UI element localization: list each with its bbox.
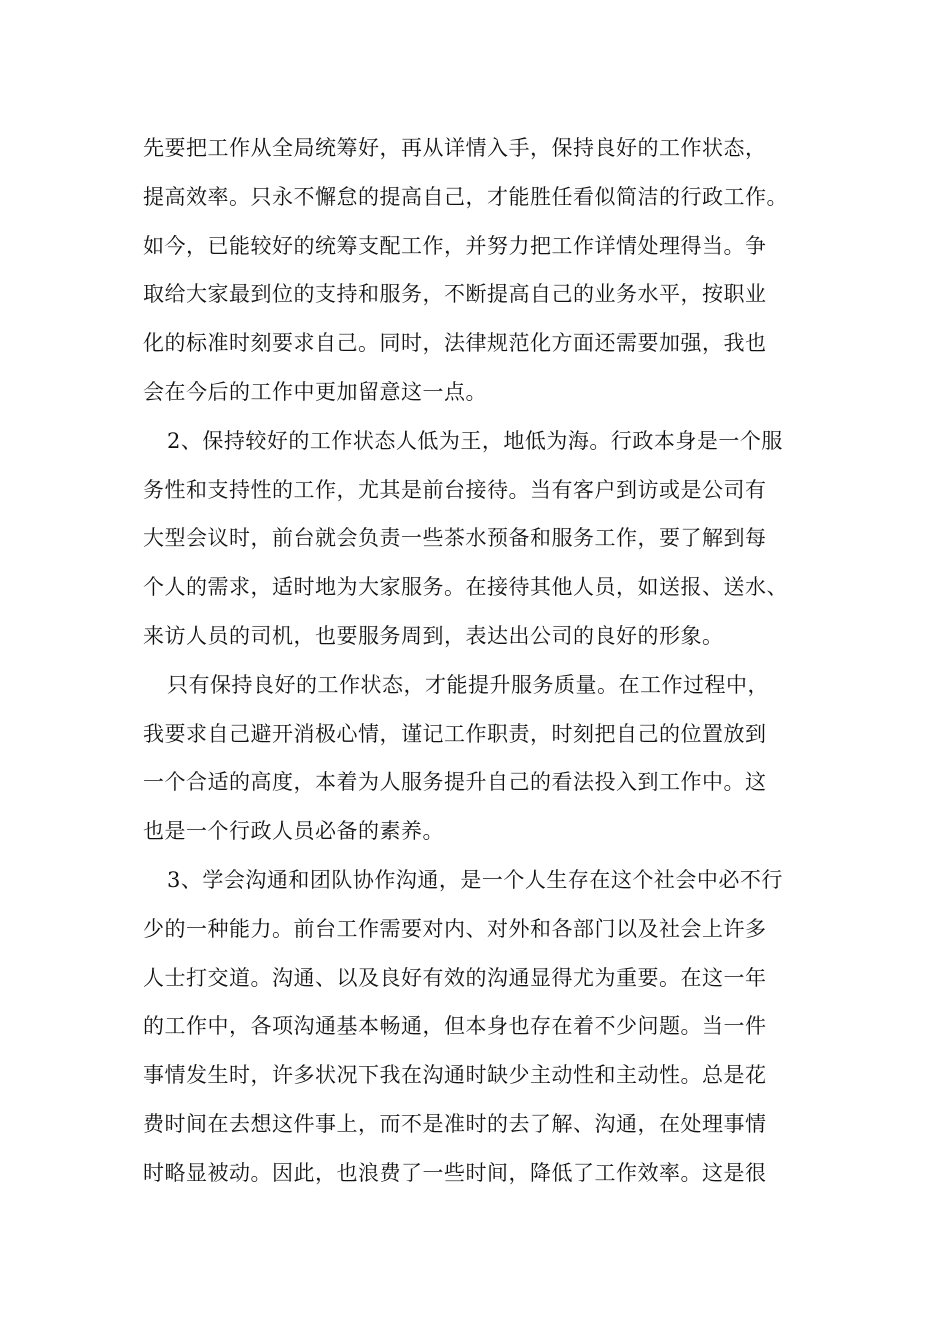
section-heading-line: 2、保持较好的工作状态人低为王，地低为海。行政本身是一个服	[167, 428, 783, 453]
text-line: 少的一种能力。前台工作需要对内、对外和各部门以及社会上许多	[143, 916, 767, 941]
text-line: 来访人员的司机，也要服务周到，表达出公司的良好的形象。	[143, 623, 724, 648]
text-line: 提高效率。只永不懈怠的提高自己，才能胜任看似简洁的行政工作。	[143, 184, 788, 209]
paragraph-start-line: 只有保持良好的工作状态，才能提升服务质量。在工作过程中，	[167, 672, 769, 697]
document-body	[143, 124, 823, 1198]
text-line: 会在今后的工作中更加留意这一点。	[143, 379, 487, 404]
text-line: 务性和支持性的工作，尤其是前台接待。当有客户到访或是公司有	[143, 477, 767, 502]
text-line: 如今，已能较好的统筹支配工作，并努力把工作详情处理得当。争	[143, 233, 767, 258]
text-line: 化的标准时刻要求自己。同时，法律规范化方面还需要加强，我也	[143, 331, 767, 356]
text-line: 大型会议时，前台就会负责一些茶水预备和服务工作，要了解到每	[143, 526, 767, 551]
text-line: 时略显被动。因此，也浪费了一些时间，降低了工作效率。这是很	[143, 1160, 767, 1185]
text-line: 事情发生时，许多状况下我在沟通时缺少主动性和主动性。总是花	[143, 1063, 767, 1088]
text-line: 个人的需求，适时地为大家服务。在接待其他人员，如送报、送水、	[143, 575, 788, 600]
text-line: 取给大家最到位的支持和服务，不断提高自己的业务水平，按职业	[143, 282, 767, 307]
text-line: 我要求自己避开消极心情，谨记工作职责，时刻把自己的位置放到	[143, 721, 767, 746]
section-heading-line: 3、学会沟通和团队协作沟通，是一个人生存在这个社会中必不行	[167, 867, 783, 892]
text-line: 人士打交道。沟通、以及良好有效的沟通显得尤为重要。在这一年	[143, 965, 767, 990]
text-line: 的工作中，各项沟通基本畅通，但本身也存在着不少问题。当一件	[143, 1014, 767, 1039]
text-line: 先要把工作从全局统筹好，再从详情入手，保持良好的工作状态，	[143, 136, 767, 160]
text-line: 也是一个行政人员必备的素养。	[143, 819, 444, 844]
text-line: 一个合适的高度，本着为人服务提升自己的看法投入到工作中。这	[143, 770, 767, 795]
text-line: 费时间在去想这件事上，而不是准时的去了解、沟通，在处理事情	[143, 1111, 767, 1136]
